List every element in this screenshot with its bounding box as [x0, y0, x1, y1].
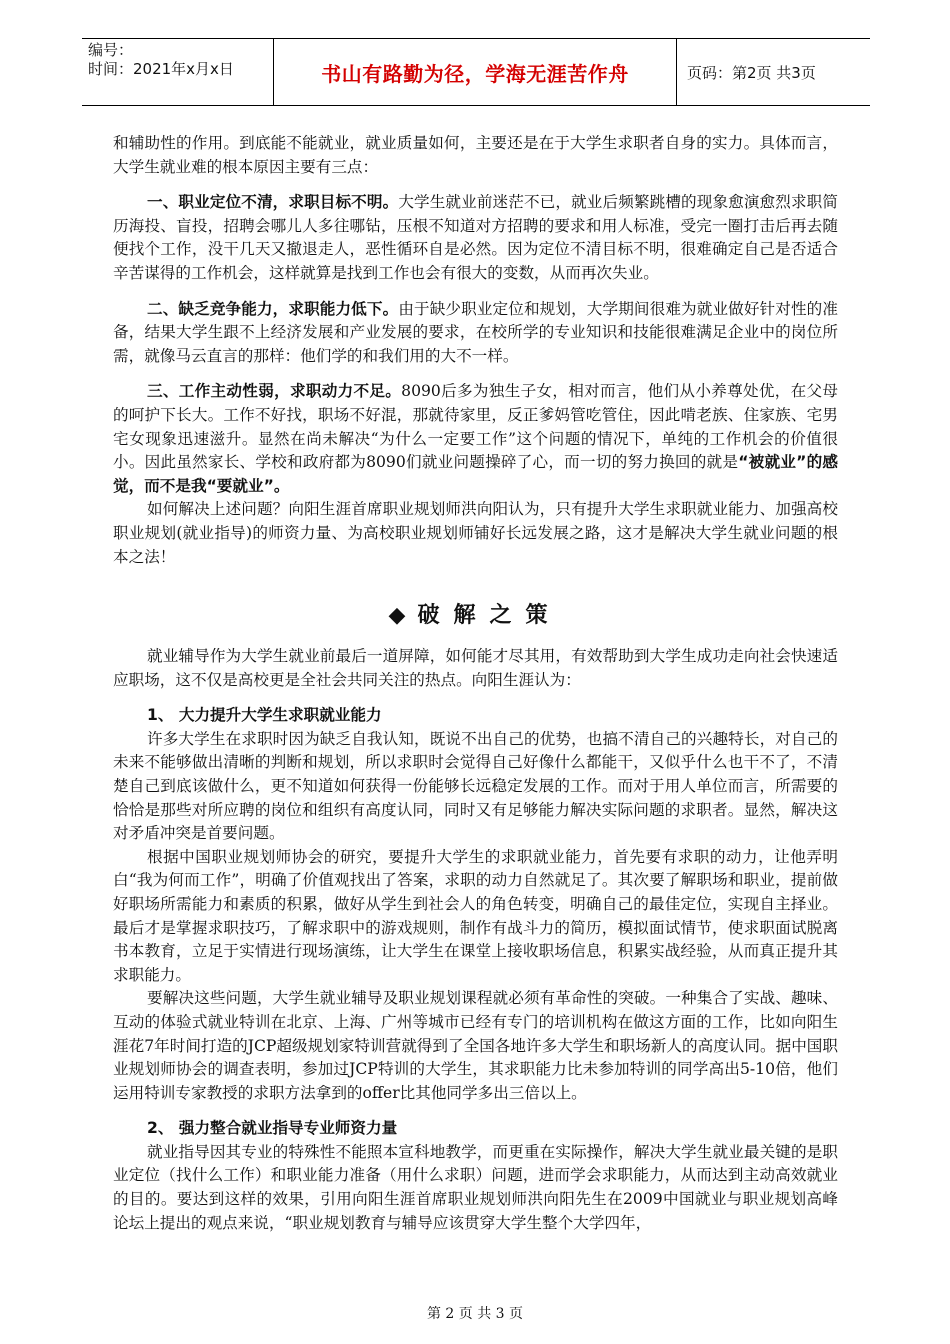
point-heading: 三、工作主动性弱，求职动力不足。	[147, 382, 402, 401]
header-page-label: 页码：第2页 共3页	[687, 63, 816, 82]
paragraph: 要解决这些问题，大学生就业辅导及职业规划课程就必须有革命性的突破。一种集合了实战、趣味、互动的体验式就业特训在北京、上海、广州等城市已经有专门的培训机构在做这方面的工作，比如向阳生涯花7年时间打造的JCP超级规划家特训营就得到了全国各地许多大学生和职场新人的高度认同。据中国职业规划师协会的调查表明，参加过JCP特训的大学生，其求职能力比未参加特训的同学高出5-10倍，他们运用特训专家教授的求职方法拿到的offer比其他同学多出三倍以上。	[113, 989, 838, 1102]
header-table	[82, 38, 870, 106]
paragraph: 如何解决上述问题？向阳生涯首席职业规划师洪向阳认为，只有提升大学生求职就业能力、加强高校职业规划(就业指导)的师资力量、为高校职业规划师铺好长远发展之路，这才是解决大学生就业问题的根本之法！	[113, 500, 838, 566]
body-text-2	[113, 645, 838, 1235]
page-footer: 第 2 页 共 3 页	[426, 1306, 524, 1322]
paragraph: 就业辅导作为大学生就业前最后一道屏障，如何能才尽其用，有效帮助到大学生成功走向社会快速适应职场，这不仅是高校更是全社会共同关注的热点。向阳生涯认为：	[113, 647, 838, 689]
date-label: 时间：2021年x月x日	[88, 60, 234, 78]
header-motto: 书山有路勤为径，学海无涯苦作舟	[274, 39, 677, 105]
paragraph: 根据中国职业规划师协会的研究，要提升大学生的求职就业能力，首先要有求职的动力，让他弄明白“我为何而工作”，明确了价值观找出了答案，求职的动力自然就足了。其次要了解职场和职业，提前做好职场所需能力和素质的积累，做好从学生到社会人的角色转变，明确自己的最佳定位，实现自主择业。最后才是掌握求职技巧，了解求职中的游戏规则，制作有战斗力的简历，模拟面试情节，使求职面试脱离书本教育，立足于实情进行现场演练，让大学生在课堂上接收职场信息，积累实战经验，从而真正提升其求职能力。	[113, 847, 838, 984]
body-text	[113, 132, 838, 569]
paragraph: 许多大学生在求职时因为缺乏自我认知，既说不出自己的优势，也搞不清自己的兴趣特长，对自己的未来不能够做出清晰的判断和规划，所以求职时会觉得自己好像什么都能干，又似乎什么也干不了，不清楚自己到底该做什么，更不知道如何获得一份能够长远稳定发展的工作。而对于用人单位而言，所需要的恰恰是那些对所应聘的岗位和组织有高度认同，同时又有足够能力解决实际问题的求职者。显然，解决这对矛盾冲突是首要问题。	[113, 729, 838, 843]
subheading: 2、 强力整合就业指导专业师资力量	[147, 1119, 398, 1138]
point-heading: 二、缺乏竞争能力，求职能力低下。	[147, 299, 399, 318]
section-title: ◆ 破解之策	[388, 603, 562, 628]
paragraph: 一、职业定位不清，求职目标不明。大学生就业前迷茫不已，就业后频繁跳槽的现象愈演愈烈求职简历海投、盲投，招聘会哪儿人多往哪钻，压根不知道对方招聘的要求和用人标准，受完一圈打击后再去随便找个工作，没干几天又撤退走人，恶性循环自是必然。因为定位不清目标不明，很难确定自己是否适合辛苦谋得的工作机会，这样就算是找到工作也会有很大的变数，从而再次失业。	[113, 193, 838, 282]
code-label: 编号：	[88, 41, 134, 59]
point-heading: 一、职业定位不清，求职目标不明。	[147, 193, 399, 212]
paragraph: 和辅助性的作用。到底能不能就业，就业质量如何，主要还是在于大学生求职者自身的实力。具体而言，大学生就业难的根本原因主要有三点：	[113, 134, 838, 176]
header-meta	[82, 39, 274, 105]
paragraph: 就业指导因其专业的特殊性不能照本宣科地教学，而更重在实际操作，解决大学生就业最关键的是职业定位（找什么工作）和职业能力准备（用什么求职）问题，进而学会求职能力，从而达到主动高效就业的目的。要达到这样的效果，引用向阳生涯首席职业规划师洪向阳先生在2009中国就业与职业规划高峰论坛上提出的观点来说，“职业规划教育与辅导应该贯穿大学生整个大学四年，	[113, 1142, 838, 1232]
subheading: 1、 大力提升大学生求职就业能力	[147, 706, 382, 725]
paragraph: 三、工作主动性弱，求职动力不足。8090后多为独生子女，相对而言，他们从小养尊处优，在父母的呵护下长大。工作不好找，职场不好混，那就待家里，反正爹妈管吃管住，因此啃老族、住家族、宅男宅女现象迅速滋升。显然在尚未解决“为什么一定要工作”这个问题的情况下，单纯的工作机会的价值很小。因此虽然家长、学校和政府都为8090们就业问题操碎了心，而一切的努力换回的就是“被就业”的感觉，而不是我“要就业”。	[113, 382, 839, 495]
paragraph: 二、缺乏竞争能力，求职能力低下。由于缺少职业定位和规划，大学期间很难为就业做好针对性的准备，结果大学生跟不上经济发展和产业发展的要求，在校所学的专业知识和技能很难满足企业中的岗位所需，就像马云直言的那样：他们学的和我们用的大不一样。	[113, 299, 838, 365]
diamond-icon: ◆	[388, 603, 406, 628]
